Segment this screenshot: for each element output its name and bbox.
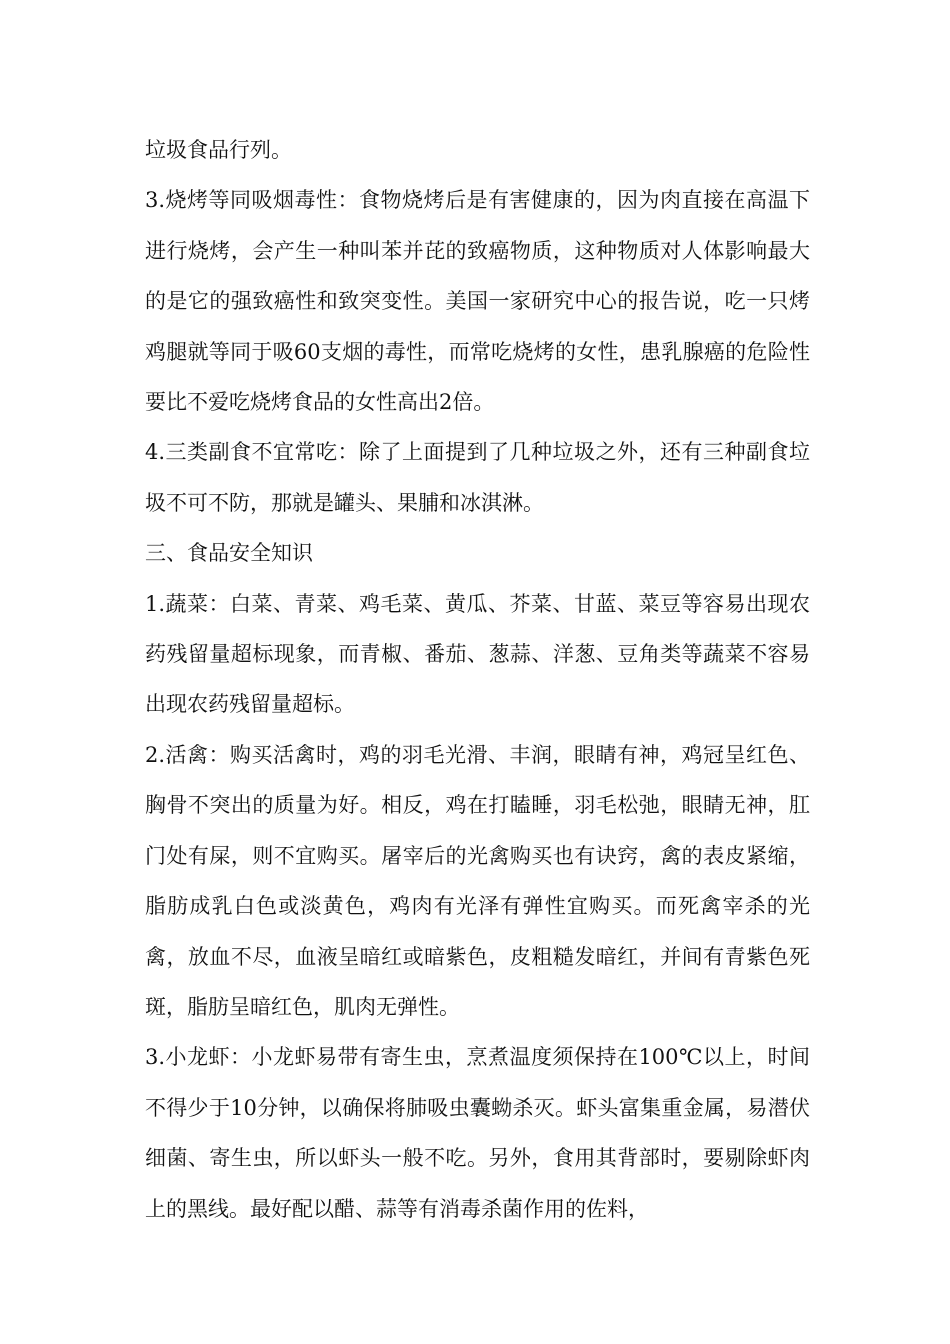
paragraph-bbq-smoking-toxicity: 3.烧烤等同吸烟毒性：食物烧烤后是有害健康的，因为肉直接在高温下进行烧烤，会产生一种叫苯并芘的致癌物质，这种物质对人体影响最大的是它的强致癌性和致突变性。美国一家研究中心的报告说，吃一只烤鸡腿就等同于吸60支烟的毒性，而常吃烧烤的女性，患乳腺癌的危险性要比不爱吃烧烤食品的女性高出2倍。 xyxy=(145,188,810,415)
section-heading-food-safety: 三、食品安全知识 xyxy=(145,541,313,566)
paragraph-crayfish: 3.小龙虾：小龙虾易带有寄生虫，烹煮温度须保持在100℃以上，时间不得少于10分钟，以确保将肺吸虫囊蚴杀灭。虾头富集重金属，易潜伏细菌、寄生虫，所以虾头一般不吃。另外，食用其背部时，要剔除虾肉上的黑线。最好配以醋、蒜等有消毒杀菌作用的佐料， xyxy=(145,1045,810,1221)
paragraph-live-poultry: 2.活禽：购买活禽时，鸡的羽毛光滑、丰润，眼睛有神，鸡冠呈红色、胸骨不突出的质量为好。相反，鸡在打瞌睡，羽毛松弛，眼睛无神，肛门处有屎，则不宜购买。屠宰后的光禽购买也有诀窍，禽的表皮紧缩，脂肪成乳白色或淡黄色，鸡肉有光泽有弹性宜购买。而死禽宰杀的光禽，放血不尽，血液呈暗红或暗紫色，皮粗糙发暗红，并间有青紫色死斑，脂肪呈暗红色，肌肉无弹性。 xyxy=(145,742,810,1019)
document-body xyxy=(145,125,810,1234)
paragraph-junk-food-continuation: 垃圾食品行列。 xyxy=(145,138,292,162)
paragraph-three-side-foods: 4.三类副食不宜常吃：除了上面提到了几种垃圾之外，还有三种副食垃圾不可不防，那就是罐头、果脯和冰淇淋。 xyxy=(145,440,810,515)
paragraph-vegetables: 1.蔬菜：白菜、青菜、鸡毛菜、黄瓜、芥菜、甘蓝、菜豆等容易出现农药残留量超标现象，而青椒、番茄、葱蒜、洋葱、豆角类等蔬菜不容易出现农药残留量超标。 xyxy=(145,591,810,717)
